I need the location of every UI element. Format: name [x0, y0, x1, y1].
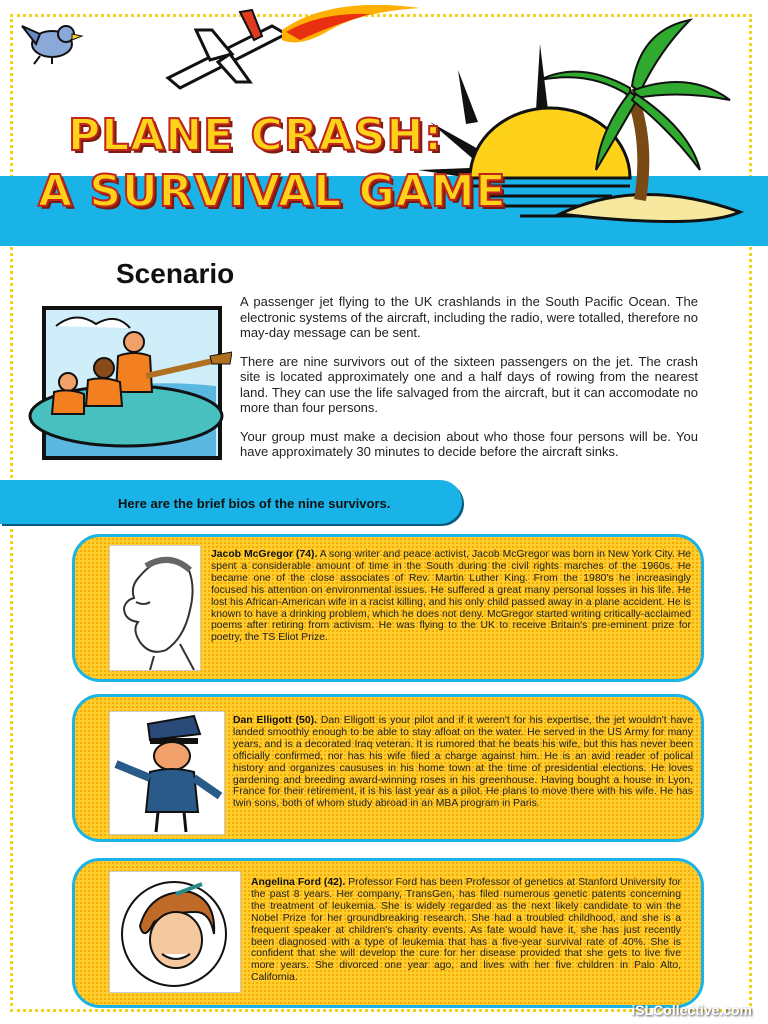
- bio-name: Angelina Ford (42).: [251, 877, 346, 888]
- island-icon: [560, 194, 740, 221]
- pilot-portrait: [109, 711, 225, 835]
- title-line-1: PLANE CRASH:: [68, 110, 443, 161]
- scenario-paragraph-2: There are nine survivors out of the sixteen passengers on the jet. The crash site is located approximately one and a half days of rowing from the nearest land. They can use the life salvaged from the aircraft, but it can accomodate no more than four persons.: [240, 353, 698, 415]
- professor-portrait: [109, 871, 241, 993]
- old-man-portrait: [109, 545, 201, 671]
- bio-card-dan-elligott: [72, 694, 704, 842]
- bio-description: Dan Elligott is your pilot and if it weren't for his expertise, the jet wouldn't have landed smoothly enough to be able to stay afloat on the water. He served in the US Army for many years, and is a decorated Iraq veteran. It is rumored that he beats his wife, but this has never been officially confirmed, nor has his wife filed a charge against him. He is an avid reader of polical history and organizes caususes in his home town at the time of presidential elections. He loves gardening and breeding award-winning roses in his greenhouse. Having bought a house in Lyon, France for their retirement, it is his last year as a pilot. He plans to move there with his wife. He has twin sons, both of whom study abroad in an MBA program in Paris.: [233, 715, 693, 810]
- bios-banner-text: Here are the brief bios of the nine survivors.: [118, 496, 391, 511]
- scenario-paragraph-1: A passenger jet flying to the UK crashlands in the South Pacific Ocean. The electronic systems of the aircraft, including the radio, were totalled, therefore no may-day message can be sent.: [240, 294, 698, 340]
- airplane-icon: [168, 10, 286, 88]
- fire-trail-icon: [282, 5, 420, 43]
- bios-banner: [0, 480, 462, 524]
- bio-card-jacob-mcgregor: [72, 534, 704, 682]
- bio-name: Jacob McGregor (74).: [211, 549, 318, 560]
- bio-text: [233, 715, 693, 810]
- bio-description: Professor Ford has been Professor of genetics at Stanford University for the past 8 years. Her company, TransGen, has filed numerous genetic patents concerning the treatment of leukemia. She is widely regarded as the next likely candidate to win the Nobel Prize for her groundbreaking research. She had a troubled childhood, and she is a frequent speaker at children's charity events. As fate would have it, she has just recently been diagnosed with a type of leukemia that has a five-year survival rate of 40%. She is confident that she will develop the cure for her disease provided that she gets to live five more years. She divorced one year ago, and lives with her five children in Palo Alto, California.: [251, 877, 681, 984]
- scenario-heading: Scenario: [116, 258, 235, 289]
- scenario-text: [240, 294, 698, 473]
- bio-name: Dan Elligott (50).: [233, 715, 317, 726]
- bio-description: A song writer and peace activist, Jacob McGregor was born in New York City. He spent a considerable amount of time in the South during the civil rights marches of the 1960s. He became one of the close associates of Rev. Martin Luther King. From the 1980's he increasingly focused his attention on environmental issues. He suffered a great many personal losses in his life. He lost his African-American wife in a racist killing, and his only child passed away in a plane accident. He is known to have a drinking problem, which he does not deny. McGregor started writing critically-acclaimed poems after retiring from activism. He was flying to the UK to receive Britain's pre-eminent prize for poetry, the TS Eliot Prize.: [211, 549, 692, 644]
- bio-text: [211, 549, 691, 644]
- bio-text: [251, 877, 681, 984]
- bio-card-angelina-ford: [72, 858, 704, 1008]
- bird-icon: [22, 26, 82, 64]
- title-line-2: A SURVIVAL GAME: [38, 166, 507, 217]
- watermark: iSLCollective.com: [631, 1002, 752, 1018]
- life-raft-illustration: [26, 306, 232, 462]
- page-title: [38, 108, 507, 220]
- scenario-paragraph-3: Your group must make a decision about who those four persons will be. You have approximately 30 minutes to decide before the aircraft sinks.: [240, 428, 698, 459]
